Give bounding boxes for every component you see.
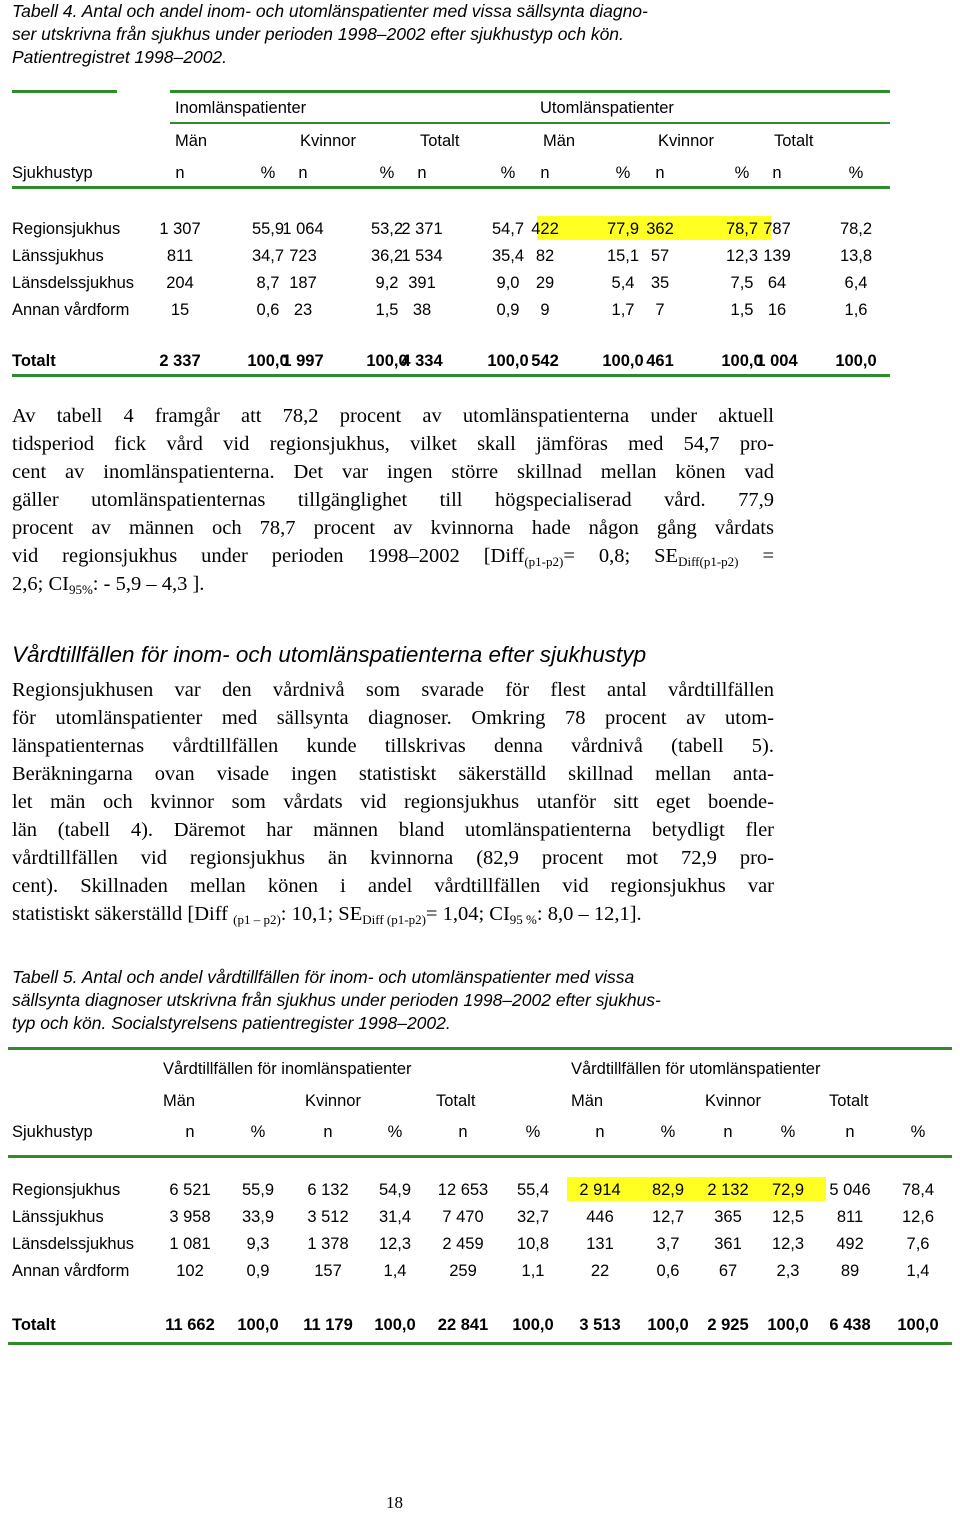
table5-cell: 131 xyxy=(586,1235,614,1253)
table4-total-rule xyxy=(12,374,890,377)
table5-cell: 12,7 xyxy=(651,1208,685,1226)
table4-total-cell: 100,0 xyxy=(602,352,644,370)
table5-cell: 492 xyxy=(836,1235,864,1253)
table5-cell: 811 xyxy=(836,1208,864,1226)
table4-total-cell: 100,0 xyxy=(835,352,877,370)
table4-total-cell: 1 997 xyxy=(282,352,324,370)
table4-cell: 7 xyxy=(655,301,665,319)
table4-cell: 55,9 xyxy=(251,220,285,238)
table5-cell: 89 xyxy=(840,1262,860,1280)
paragraph-line: gäller utomlänspatienternas tillgänglighet till högspecialiserad vård. 77,9 xyxy=(12,489,774,511)
table5-cell: 1,4 xyxy=(383,1262,407,1280)
table5-cell: 7,6 xyxy=(906,1235,930,1253)
table4-group-header-inom: Inomlänspatienter xyxy=(175,99,307,117)
table4-sub-header: Män xyxy=(543,132,576,150)
table5-cell: 67 xyxy=(718,1262,738,1280)
table5-col-header: n xyxy=(595,1123,605,1141)
table4-total-cell: 100,0 xyxy=(366,352,408,370)
paragraph-line: län (tabell 4). Däremot har männen bland utomlänspatienterna betydligt fler xyxy=(12,819,774,841)
subscript: (p1-p2) xyxy=(524,554,564,569)
table4-sub-header: Totalt xyxy=(420,132,460,150)
subscript: 95 % xyxy=(509,912,537,927)
table4-cell: 57 xyxy=(650,247,670,265)
table4-col-header: % xyxy=(615,164,631,182)
table4-caption-line: ser utskrivna från sjukhus under perioden 1998–2002 efter sjukhustyp och kön. xyxy=(12,24,624,44)
table4-cell: 0,6 xyxy=(256,301,280,319)
table5-cell: 55,4 xyxy=(516,1181,550,1199)
table4-cell: 53,2 xyxy=(370,220,404,238)
table4-first-col-header: Sjukhustyp xyxy=(12,164,93,182)
table4-group-rule xyxy=(170,122,890,124)
paragraph-table4-analysis xyxy=(12,402,774,598)
table5-row-label: Regionsjukhus xyxy=(12,1181,121,1199)
paragraph-line: let män och kvinnor som vårdats vid regionsjukhus utanför sitt eget boende- xyxy=(12,791,774,813)
table5-total-cell: 2 925 xyxy=(707,1316,749,1334)
table4-cell: 15,1 xyxy=(606,247,640,265)
table4-cell: 787 xyxy=(763,220,791,238)
paragraph-line-formula xyxy=(12,900,774,928)
text: = 0,8; SE xyxy=(563,545,679,567)
table5-total-cell: 11 662 xyxy=(165,1316,215,1334)
table4-cell: 1 307 xyxy=(159,220,201,238)
table4-sub-header: Kvinnor xyxy=(300,132,356,150)
table4-total-cell: 1 004 xyxy=(756,352,798,370)
table4-cell: 1,7 xyxy=(611,301,635,319)
paragraph-line: Av tabell 4 framgår att 78,2 procent av utomlänspatienterna under aktuell xyxy=(12,405,774,427)
table4-col-header: % xyxy=(379,164,395,182)
table5-cell: 31,4 xyxy=(378,1208,412,1226)
table4-cell: 1 534 xyxy=(401,247,443,265)
table4-col-header: n xyxy=(772,164,782,182)
table4-row-label: Länsdelssjukhus xyxy=(12,274,134,292)
table4-total-cell: 461 xyxy=(646,352,674,370)
text: : 10,1; SE xyxy=(280,903,363,925)
table4-total-cell: 100,0 xyxy=(721,352,763,370)
table5-col-header: n xyxy=(723,1123,733,1141)
table4-col-header: % xyxy=(734,164,750,182)
table4-col-header: n xyxy=(655,164,665,182)
table4-cell: 204 xyxy=(166,274,194,292)
table5-cell: 3 512 xyxy=(307,1208,349,1226)
table5-col-header: % xyxy=(780,1123,796,1141)
table5-cell: 361 xyxy=(714,1235,742,1253)
table5-cell: 12 653 xyxy=(437,1181,489,1199)
table5-cell: 5 046 xyxy=(829,1181,871,1199)
table5-row-label: Länssjukhus xyxy=(12,1208,104,1226)
table5-cell: 2 132 xyxy=(707,1181,749,1199)
table4-cell: 77,9 xyxy=(606,220,640,238)
text: : - 5,9 – 4,3 ]. xyxy=(92,573,205,595)
table5-group-header-utom: Vårdtillfällen för utomlänspatienter xyxy=(571,1060,821,1078)
table5-sub-header: Totalt xyxy=(829,1092,869,1110)
table5-col-header: % xyxy=(250,1123,266,1141)
table5-cell: 12,3 xyxy=(771,1235,805,1253)
table4-caption-line: Tabell 4. Antal och andel inom- och utomlänspatienter med vissa sällsynta diagno- xyxy=(12,1,648,21)
paragraph-line: länspatienternas vårdtillfällen kunde tillskrivas denna vårdnivå (tabell 5). xyxy=(12,735,774,757)
table4-total-cell: 542 xyxy=(531,352,559,370)
table5-cell: 12,5 xyxy=(771,1208,805,1226)
table4-cell: 0,9 xyxy=(496,301,520,319)
table4-cell: 1,6 xyxy=(844,301,868,319)
table4-cell: 362 xyxy=(646,220,674,238)
table5-cell: 0,6 xyxy=(656,1262,680,1280)
table4-cell: 391 xyxy=(408,274,436,292)
table4-col-header: n xyxy=(298,164,308,182)
table5-total-cell: 100,0 xyxy=(512,1316,554,1334)
table5-cell: 2 914 xyxy=(579,1181,621,1199)
table4-row-label: Annan vårdform xyxy=(12,301,130,319)
table4-cell: 1,5 xyxy=(730,301,754,319)
table5-cell: 32,7 xyxy=(516,1208,550,1226)
paragraph-line: procent av männen och 78,7 procent av kvinnorna hade någon gång vårdats xyxy=(12,517,774,539)
table5-cell: 365 xyxy=(714,1208,742,1226)
table4-col-header: % xyxy=(260,164,276,182)
table4-cell: 9,2 xyxy=(375,274,399,292)
table5-cell: 33,9 xyxy=(241,1208,275,1226)
paragraph-line: för utomlänspatienter med sällsynta diagnoser. Omkring 78 procent av utom- xyxy=(12,707,774,729)
table5-cell: 1 081 xyxy=(169,1235,211,1253)
table5-col-header: n xyxy=(323,1123,333,1141)
table5-cell: 0,9 xyxy=(246,1262,270,1280)
table4-top-rule-left xyxy=(12,90,117,93)
table4-col-header: % xyxy=(500,164,516,182)
table5-cell: 3,7 xyxy=(656,1235,680,1253)
table5-first-col-header: Sjukhustyp xyxy=(12,1123,93,1141)
table5-sub-header: Kvinnor xyxy=(305,1092,361,1110)
table4-cell: 139 xyxy=(763,247,791,265)
table5-header-rule xyxy=(8,1155,952,1158)
table4-cell: 29 xyxy=(535,274,555,292)
table5-group-header-inom: Vårdtillfällen för inomlänspatienter xyxy=(163,1060,412,1078)
table4-cell: 16 xyxy=(767,301,787,319)
paragraph-line: tidsperiod fick vård vid regionsjukhus, vilket skall jämföras med 54,7 pro- xyxy=(12,433,774,455)
table5-cell: 9,3 xyxy=(246,1235,270,1253)
table5-cell: 7 470 xyxy=(442,1208,484,1226)
table4-top-rule-right xyxy=(170,90,890,93)
table4-row-label: Regionsjukhus xyxy=(12,220,121,238)
table5-cell: 78,4 xyxy=(901,1181,935,1199)
table4-cell: 2 371 xyxy=(401,220,443,238)
table4-cell: 7,5 xyxy=(730,274,754,292)
table4-cell: 5,4 xyxy=(611,274,635,292)
table4-col-header: % xyxy=(848,164,864,182)
table5-cell: 55,9 xyxy=(241,1181,275,1199)
table5-col-header: % xyxy=(660,1123,676,1141)
table4-total-label: Totalt xyxy=(12,352,56,370)
table4-total-cell: 100,0 xyxy=(487,352,529,370)
paragraph-line: cent). Skillnaden mellan könen i andel vårdtillfällen vid regionsjukhus var xyxy=(12,875,774,897)
table5-cell: 12,3 xyxy=(378,1235,412,1253)
table5-caption-line: Tabell 5. Antal och andel vårdtillfällen för inom- och utomlänspatienter med vissa xyxy=(12,967,635,987)
subscript: Diff(p1-p2) xyxy=(678,554,739,569)
table4-caption xyxy=(12,0,792,69)
table4-col-header: n xyxy=(417,164,427,182)
table5-total-cell: 100,0 xyxy=(647,1316,689,1334)
table4-total-cell: 4 334 xyxy=(401,352,443,370)
table5-top-rule xyxy=(8,1047,952,1050)
paragraph-line: Beräkningarna ovan visade ingen statistiskt säkerställd skillnad mellan anta- xyxy=(12,763,774,785)
table4-caption-line: Patientregistret 1998–2002. xyxy=(12,47,228,67)
table5-cell: 157 xyxy=(314,1262,342,1280)
table5-total-cell: 3 513 xyxy=(579,1316,621,1334)
table5-caption-line: typ och kön. Socialstyrelsens patientregister 1998–2002. xyxy=(12,1013,451,1033)
table5-cell: 12,6 xyxy=(901,1208,935,1226)
table5-cell: 1 378 xyxy=(307,1235,349,1253)
table5-total-cell: 22 841 xyxy=(437,1316,489,1334)
table5-cell: 259 xyxy=(449,1262,477,1280)
table4-cell: 9 xyxy=(540,301,550,319)
subscript: 95% xyxy=(68,582,93,597)
table5-cell: 6 132 xyxy=(307,1181,349,1199)
table5-row-label: Länsdelssjukhus xyxy=(12,1235,134,1253)
table5-sub-header: Män xyxy=(163,1092,196,1110)
table5-total-label: Totalt xyxy=(12,1316,56,1334)
table4-cell: 12,3 xyxy=(725,247,759,265)
subscript: (p1 – p2) xyxy=(233,912,281,927)
text: : 8,0 – 12,1]. xyxy=(536,903,642,925)
table5-col-header: n xyxy=(185,1123,195,1141)
table4-total-cell: 2 337 xyxy=(159,352,201,370)
paragraph-line: vårdtillfällen vid regionsjukhus än kvinnorna (82,9 procent mot 72,9 pro- xyxy=(12,847,774,869)
table5-cell: 72,9 xyxy=(771,1181,805,1199)
table4-cell: 422 xyxy=(531,220,559,238)
paragraph-line: Regionsjukhusen var den vårdnivå som svarade för flest antal vårdtillfällen xyxy=(12,679,774,701)
table5-col-header: % xyxy=(387,1123,403,1141)
table5-total-cell: 11 179 xyxy=(303,1316,353,1334)
page-number: 18 xyxy=(386,1493,403,1512)
section-heading: Vårdtillfällen för inom- och utomlänspatienterna efter sjukhustyp xyxy=(12,642,647,667)
table5-cell: 102 xyxy=(176,1262,204,1280)
paragraph-table5-analysis xyxy=(12,676,774,928)
table4-row-label: Länssjukhus xyxy=(12,247,104,265)
table4-cell: 82 xyxy=(535,247,555,265)
table5-sub-header: Totalt xyxy=(436,1092,476,1110)
table5-cell: 2,3 xyxy=(776,1262,800,1280)
table4-cell: 811 xyxy=(166,247,194,265)
table5-cell: 54,9 xyxy=(378,1181,412,1199)
table4-cell: 15 xyxy=(170,301,190,319)
table5-total-cell: 6 438 xyxy=(829,1316,871,1334)
table5-cell: 1,4 xyxy=(906,1262,930,1280)
table4-cell: 8,7 xyxy=(256,274,280,292)
paragraph-line-formula xyxy=(12,570,774,598)
table4-sub-header: Totalt xyxy=(774,132,814,150)
table4-total-cell: 100,0 xyxy=(247,352,289,370)
table5-caption xyxy=(12,966,812,1035)
table4-cell: 35,4 xyxy=(491,247,525,265)
text: = xyxy=(738,545,775,567)
table4-cell: 78,2 xyxy=(839,220,873,238)
table5-col-header: n xyxy=(845,1123,855,1141)
table4-cell: 54,7 xyxy=(491,220,525,238)
text: statistiskt säkerställd [Diff xyxy=(12,903,234,925)
table5-caption-line: sällsynta diagnoser utskrivna från sjukhus under perioden 1998–2002 efter sjukhus- xyxy=(12,990,661,1010)
table5-col-header: n xyxy=(458,1123,468,1141)
table5-cell: 10,8 xyxy=(516,1235,550,1253)
table4-cell: 34,7 xyxy=(251,247,285,265)
table5-col-header: % xyxy=(910,1123,926,1141)
table4-cell: 23 xyxy=(293,301,313,319)
table4-cell: 38 xyxy=(412,301,432,319)
table4-cell: 1,5 xyxy=(375,301,399,319)
table4-cell: 187 xyxy=(289,274,317,292)
table4-cell: 36,2 xyxy=(370,247,404,265)
table5-cell: 22 xyxy=(590,1262,610,1280)
table4-group-header-utom: Utomlänspatienter xyxy=(540,99,674,117)
table5-cell: 6 521 xyxy=(169,1181,211,1199)
table5-row-label: Annan vårdform xyxy=(12,1262,130,1280)
text: vid regionsjukhus under perioden 1998–2002 [Diff xyxy=(12,545,525,567)
table5-sub-header: Män xyxy=(571,1092,604,1110)
table5-cell: 2 459 xyxy=(442,1235,484,1253)
table4-cell: 78,7 xyxy=(725,220,759,238)
table4-header-rule xyxy=(12,186,890,189)
table4-cell: 723 xyxy=(289,247,317,265)
table4-cell: 64 xyxy=(767,274,787,292)
table5-total-cell: 100,0 xyxy=(237,1316,279,1334)
table4-cell: 9,0 xyxy=(496,274,520,292)
table4-cell: 13,8 xyxy=(839,247,873,265)
table5-total-cell: 100,0 xyxy=(767,1316,809,1334)
subscript: Diff (p1-p2) xyxy=(362,912,426,927)
table4-col-header: n xyxy=(540,164,550,182)
table5-cell: 82,9 xyxy=(651,1181,685,1199)
paragraph-line: cent av inomlänspatienterna. Det var ingen större skillnad mellan könen vad xyxy=(12,461,774,483)
table4-cell: 1 064 xyxy=(282,220,324,238)
table4-sub-header: Män xyxy=(175,132,208,150)
table5-sub-header: Kvinnor xyxy=(705,1092,761,1110)
text: 2,6; CI xyxy=(12,573,69,595)
paragraph-line-formula xyxy=(12,542,774,570)
table5-cell: 3 958 xyxy=(169,1208,211,1226)
table5-total-rule xyxy=(8,1342,952,1345)
table4-cell: 6,4 xyxy=(844,274,868,292)
table5-col-header: % xyxy=(525,1123,541,1141)
table5-cell: 446 xyxy=(586,1208,614,1226)
table5-total-cell: 100,0 xyxy=(374,1316,416,1334)
table4-col-header: n xyxy=(175,164,185,182)
table4-cell: 35 xyxy=(650,274,670,292)
table5-total-cell: 100,0 xyxy=(897,1316,939,1334)
text: = 1,04; CI xyxy=(425,903,510,925)
table4-sub-header: Kvinnor xyxy=(658,132,714,150)
table5-cell: 1,1 xyxy=(521,1262,545,1280)
